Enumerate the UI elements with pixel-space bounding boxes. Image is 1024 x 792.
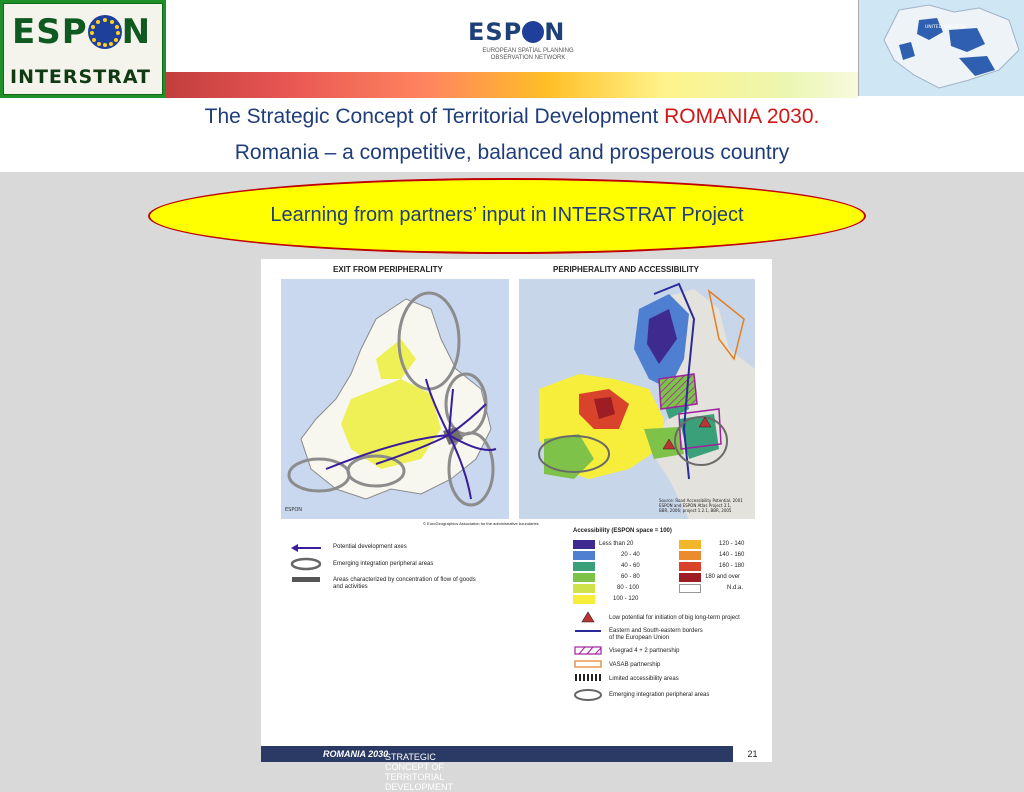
footer-text: STRATEGIC CONCEPT OF TERRITORIAL DEVELOPMENT ROMANIA 2030 xyxy=(323,749,454,792)
header-area xyxy=(0,0,1024,172)
class-label: Less than 20 xyxy=(599,541,634,547)
source-line-1: Source: Road Accessibility Potential, 2001 xyxy=(659,498,743,503)
learning-banner xyxy=(148,178,866,254)
legend-eu-borders: Eastern and South-eastern borders xyxy=(609,628,703,634)
arrow-icon xyxy=(291,544,321,552)
accessibility-legend-title: Accessibility (ESPON space = 100) xyxy=(573,528,672,534)
peripherality-accessibility-map xyxy=(519,279,755,519)
source-line-3: BBR, 2006; project 1.2.1, BBR, 2005 xyxy=(659,508,732,513)
left-panel-title: EXIT FROM PERIPHERALITY xyxy=(333,265,443,274)
legend-flow-areas: Areas characterized by concentration of flow of goods xyxy=(333,577,476,583)
swatch-180-over xyxy=(679,573,701,582)
svg-text:UNITED KINGDOM: UNITED KINGDOM xyxy=(925,25,966,30)
espon-wordmark: ESP N xyxy=(12,12,152,52)
swatch-60-80 xyxy=(573,573,595,582)
class-label: 140 - 160 xyxy=(719,552,745,558)
legend-limited-access: Limited accessibility areas xyxy=(609,676,679,682)
class-label: 120 - 140 xyxy=(719,541,745,547)
slide-footer xyxy=(261,746,772,792)
espon-center-logo xyxy=(468,18,588,68)
class-label: 60 - 80 xyxy=(621,574,640,580)
title-highlight: ROMANIA 2030. xyxy=(664,105,820,128)
swatch-160-180 xyxy=(679,562,701,571)
class-label: 20 - 40 xyxy=(621,552,640,558)
europe-thumbnail-map xyxy=(858,0,1024,96)
swatch-100-120 xyxy=(573,595,595,604)
legend-development-axes: Potential development axes xyxy=(333,544,407,550)
eu-stars-small-icon xyxy=(522,21,544,43)
swatch-20-40 xyxy=(573,551,595,560)
source-line-2: ESPON and ESPON Atlas Project 3.1, xyxy=(659,503,732,508)
slide-title-line2: Romania – a competitive, balanced and prosperous country xyxy=(234,141,790,164)
legend-emerging-areas-right: Emerging integration peripheral areas xyxy=(609,692,710,698)
legend-visegrad: Visegrad 4 + 2 partnership xyxy=(609,648,680,654)
legend-flow-areas-2: and activities xyxy=(333,584,368,590)
espon-interstrat-logo xyxy=(0,0,166,98)
espon-center-subtitle: EUROPEAN SPATIAL PLANNING OBSERVATION NETWORK xyxy=(482,48,574,61)
class-label: 80 - 100 xyxy=(617,585,640,591)
swatch-lt20 xyxy=(573,540,595,549)
orange-box-icon xyxy=(575,661,601,667)
interstrat-label: INTERSTRAT xyxy=(10,66,152,88)
swatch-80-100 xyxy=(573,584,595,593)
learning-banner-text: Learning from partners’ input in INTERSTRAT Project xyxy=(270,204,744,226)
swatch-140-160 xyxy=(679,551,701,560)
legend-low-potential: Low potential for initiation of big long-term project xyxy=(609,615,740,621)
swatch-120-140 xyxy=(679,540,701,549)
eu-stars-icon xyxy=(88,15,122,49)
swatch-nda xyxy=(679,584,701,593)
left-map-credit: © EuroGeographics Association for the administrative boundaries xyxy=(423,521,539,526)
strategy-figure xyxy=(261,259,772,792)
legend-vasab: VASAB partnership xyxy=(609,662,661,668)
ellipse-icon xyxy=(575,690,601,700)
legend-eu-borders-2: of the European Union xyxy=(609,635,670,641)
swatch-40-60 xyxy=(573,562,595,571)
class-label: N.d.a. xyxy=(727,585,744,591)
ellipse-icon xyxy=(292,559,320,569)
page-number: 21 xyxy=(733,746,772,762)
bar-icon xyxy=(292,577,320,582)
class-label: 160 - 180 xyxy=(719,563,745,569)
title-prefix: The Strategic Concept of Territorial Development xyxy=(204,105,659,128)
svg-text:ESPON: ESPON xyxy=(285,507,303,513)
exit-peripherality-map xyxy=(281,279,509,519)
right-panel-title: PERIPHERALITY AND ACCESSIBILITY xyxy=(553,265,699,274)
class-label: 100 - 120 xyxy=(613,596,639,602)
stripe-icon xyxy=(575,674,601,681)
espon-center-wordmark: ESP N xyxy=(468,18,566,46)
accessibility-color-strip xyxy=(166,72,858,98)
class-label: 180 and over xyxy=(705,574,741,580)
triangle-icon xyxy=(582,612,594,622)
slide-title-line1 xyxy=(0,105,1024,129)
class-label: 40 - 60 xyxy=(621,563,640,569)
legend-emerging-areas: Emerging integration peripheral areas xyxy=(333,561,434,567)
